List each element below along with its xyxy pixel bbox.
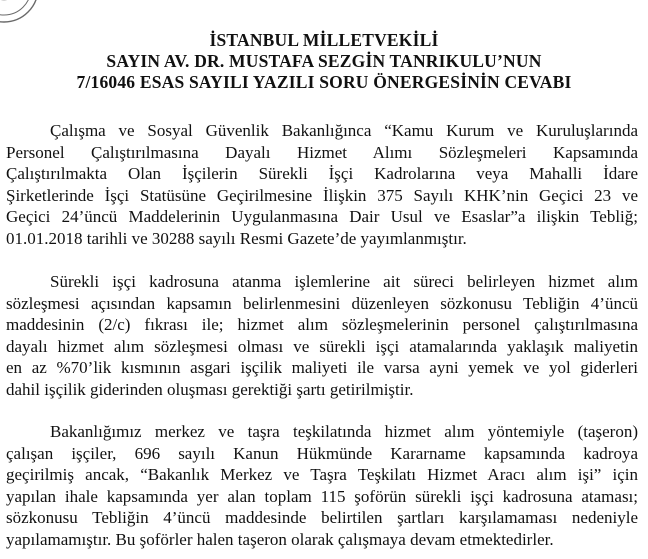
paragraph-line: sözleşmesi açısından kapsamın belirlenmesini düzenleyen sözkonusu Tebliğin 4’üncü (6, 293, 638, 313)
paragraph-line: çalışan işçiler, 696 sayılı Kanun Hükmünde Kararname kapsamında kadroya (6, 443, 638, 463)
paragraph-line: yapılan ihale kapsamında yer alan toplam 115 şoförün sürekli işçi kadrosuna ataması; (6, 486, 638, 506)
paragraph-line: Çalışma ve Sosyal Güvenlik Bakanlığınca “Kamu Kurum ve Kuruluşlarında (50, 121, 638, 140)
heading-line-2: SAYIN AV. DR. MUSTAFA SEZGİN TANRIKULU’NUN (106, 51, 542, 71)
paragraph-line: dahil işçilik giderinden oluşması gerektiği şartı getirilmiştir. (6, 379, 414, 399)
heading-line-3: 7/16046 ESAS SAYILI YAZILI SORU ÖNERGESİNİN CEVABI (76, 72, 572, 92)
paragraph-line: maddesinin (2/c) fıkrası ile; hizmet alım sözleşmelerinin personel çalıştırılmasına (6, 315, 638, 335)
paragraph-line: Şirketlerinde İşçi Statüsüne Geçirilmesine İlişkin 375 Sayılı KHK’nin Geçici 23 ve (6, 185, 638, 205)
paragraph-line: Çalıştırılmakta Olan İşçilerin Sürekli İşçi Kadrolarına veya Mahalli İdare (6, 164, 638, 184)
paragraph-1 (6, 120, 638, 250)
paragraph-line: dayalı hizmet alım sözleşmesi olması ve sürekli işçi atamalarında yaklaşık maliyetin (6, 336, 638, 356)
paragraph-line: Personel Çalıştırılmasına Dayalı Hizmet Alımı Sözleşmeleri Kapsamında (6, 142, 638, 162)
paragraph-line: Sürekli işçi kadrosuna atanma işlemlerine ait süreci belirleyen hizmet alım (50, 272, 638, 291)
paragraph-line: Geçici 24’üncü Maddelerinin Uygulanmasına Dair Usul ve Esaslar”a ilişkin Tebliğ; (6, 207, 638, 227)
seal-stamp (0, 0, 40, 24)
paragraph-line: 01.01.2018 tarihli ve 30288 sayılı Resmi Gazete’de yayımlanmıştır. (6, 228, 467, 248)
paragraph-3 (6, 421, 638, 551)
heading-line-1: İSTANBUL MİLLETVEKİLİ (209, 30, 439, 50)
paragraph-line: en az %70’lik kısmının asgari işçilik maliyeti ile varsa ayni yemek ve yol giderleri (6, 358, 638, 378)
document-heading (0, 30, 648, 93)
paragraph-line: yapılamamıştır. Bu şoförler halen taşeron olarak çalışmaya devam etmektedirler. (6, 529, 554, 549)
paragraph-2 (6, 271, 638, 401)
paragraph-line: sözkonusu Tebliğin 4’üncü maddesinde belirtilen şartları karşılamaması nedeniyle (6, 508, 638, 528)
paragraph-line: Bakanlığımız merkez ve taşra teşkilatında hizmet alım yöntemiyle (taşeron) (50, 422, 638, 441)
paragraph-line: geçirilmiş ancak, “Bakanlık Merkez ve Taşra Teşkilatı Hizmet Aracı alım işi” için (6, 465, 638, 485)
